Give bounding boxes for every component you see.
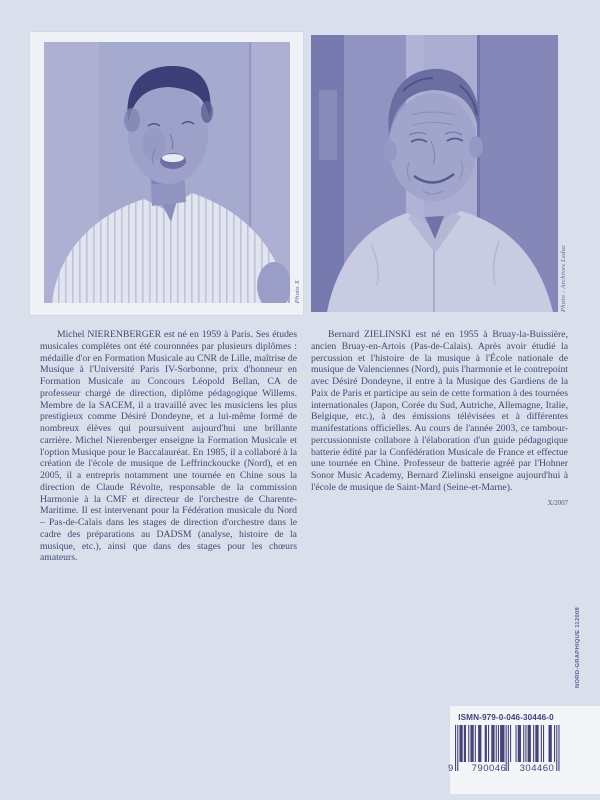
barcode-box xyxy=(450,706,600,794)
printer-credit: NORD-GRAPHIQUE 112008 xyxy=(575,606,581,688)
right-ear xyxy=(469,136,483,158)
photo-frame-left xyxy=(30,32,303,315)
edition-date-code: X/2007 xyxy=(547,499,568,507)
bio-michel-text: Michel NIERENBERGER est né en 1959 à Paris. Ses études musicales complètes ont été couronnées par plusieurs diplômes : médaille d'or en Formation Musicale au CNR de Lille, maîtrise de Musique à l'Université Paris IV-Sorbonne, prix d'honneur en Formation Musicale au Concours Léopold Bellan, CA de professeur chargé de direction, diplôme pédagogique Willems. Membre de la SACEM, il a travaillé avec les musiciens les plus prestigieux comme Désiré Dondeyne, et a lui-même formé de nombreux élèves qui poursuivent aujourd'hui une brillante carrière. Michel Nierenberger enseigne la Formation Musicale et l'option Musique pour le Baccalauréat. En 1985, il a collaboré à la création de l'école de musique de Leffrinckoucke (Nord), et en 2005, il a entrepris notamment une tournée en Chine sous la direction de Claude Révolte, responsable de la commission Harmonie à la CMF et directeur de l'orchestre de Charente-Maritime. Il est intervenant pour la Fédération musicale du Nord – Pas-de-Calais dans les stages de direction d'orchestre dans le cadre des préparations au DADSM (analyse, histoire de la musique, etc.), ainsi que dans des stages pour les chœurs amateurs. xyxy=(40,329,297,564)
bernard-portrait-photo xyxy=(311,35,558,312)
michel-portrait-photo xyxy=(44,42,290,303)
michel-portrait-illustration xyxy=(44,42,290,303)
bio-column-bernard xyxy=(311,329,568,509)
bernard-portrait-illustration xyxy=(311,35,558,312)
left-ear xyxy=(383,140,397,162)
barcode-digit-lead: 9 xyxy=(448,763,454,774)
barcode-digits-right-group: 304460 xyxy=(519,763,555,774)
bio-bernard-text: Bernard ZIELINSKI est né en 1955 à Bruay-la-Buissière, ancien Bruay-en-Artois (Pas-de-Calais). Après avoir étudié la percussion et l'histoire de la musique à l'École nationale de musique de Valenciennes (Nord), puis l'harmonie et le contrepoint avec Désiré Dondeyne, il entre à la Musique des Gardiens de la Paix de Paris et participe au sein de cette formation à des tournées internationales (Japon, Corée du Sud, Autriche, Allemagne, Italie, Belgique, etc.), à des émissions télévisées et à différentes manifestations officielles. Au cours de l'année 2003, ce tambour-percussionniste collabore à l'élaboration d'un guide pédagogique batterie édité par la Confédération Musicale de France et effectue une tournée en Chine. Professeur de batterie agréé par l'Hohner Sonor Music Academy, Bernard Zielinski enseigne aujourd'hui à l'école de musique de Saint-Mard (Seine-et-Marne). xyxy=(311,329,568,493)
face xyxy=(128,84,208,184)
barcode-digits-left-group: 790046 xyxy=(471,763,507,774)
photo-credit-right: Photo : Archives Leduc xyxy=(560,244,567,312)
photo-credit-left: Photo X xyxy=(294,279,301,303)
ismn-label: ISMN-979-0-046-30446-0 xyxy=(458,713,554,722)
bio-column-michel xyxy=(40,329,297,564)
